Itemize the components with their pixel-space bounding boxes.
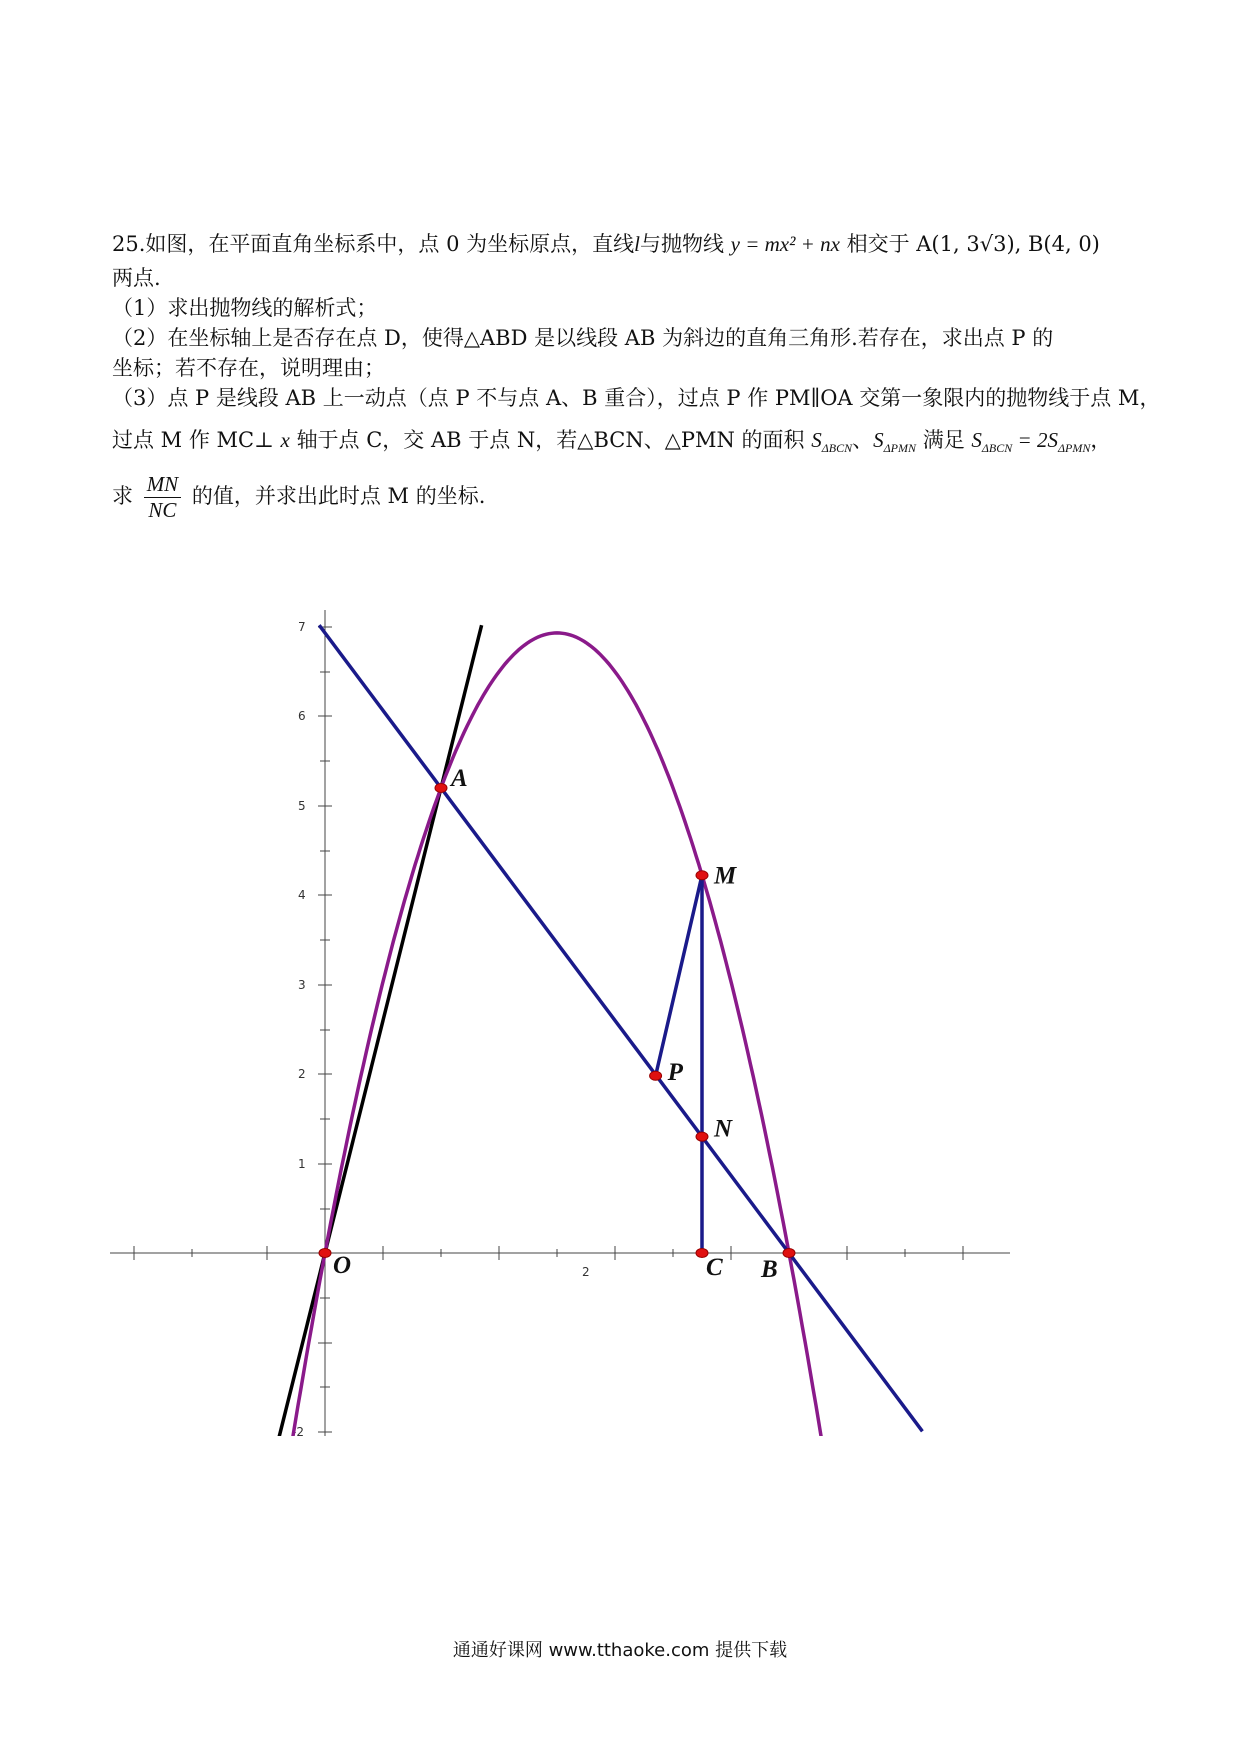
point-a-label: A <box>451 764 468 792</box>
point-b-label: B <box>761 1256 778 1283</box>
q3-ask: 求 <box>112 484 133 508</box>
point-o-label: O <box>333 1252 352 1279</box>
y-tick-labels <box>292 620 306 1439</box>
x-tick-label-2: 2 <box>582 1265 590 1279</box>
line-ab <box>319 625 922 1431</box>
q3-text-b: 轴于点 C，交 AB 于点 N，若△BCN、△PMN 的面积 <box>296 428 805 452</box>
satisfy-text: 满足 <box>922 428 965 452</box>
point-a-marker <box>435 783 447 792</box>
fraction-mn-nc: $\frac{MN}{NC}$ <box>144 472 182 523</box>
q3-text-a: 过点 M 作 MC⊥ <box>112 428 274 452</box>
point-m-label: M <box>714 862 737 890</box>
y-tick-neg2: -2 <box>292 1425 304 1439</box>
intro-text: 25.如图，在平面直角坐标系中，点 0 为坐标原点，直线 <box>112 232 635 256</box>
question-3-line-2 <box>112 424 1111 456</box>
question-3-line-3 <box>112 472 485 523</box>
x-variable: x <box>280 428 290 452</box>
question-2-line-2: 坐标；若不存在，说明理由； <box>112 356 385 380</box>
points-layer <box>319 765 795 1283</box>
question-3-line-1: （3）点 P 是线段 AB 上一动点（点 P 不与点 A、B 重合），过点 P 作 PM∥OA 交第一象限内的抛物线于点 M， <box>112 386 1161 410</box>
parabola-equation: y = mx² + nx <box>730 232 840 256</box>
footer-text: 通通好课网 www.tthaoke.com 提供下载 <box>452 1640 788 1661</box>
segment-pm <box>656 875 702 1075</box>
area-pmn: $S_{\Delta PMN}$ <box>873 428 917 456</box>
problem-line-1 <box>112 228 1100 258</box>
y-tick-6: 6 <box>298 709 306 723</box>
line-oa <box>279 625 482 1439</box>
comma: ， <box>1090 428 1112 452</box>
y-tick-2: 2 <box>298 1067 306 1081</box>
y-tick-4: 4 <box>298 888 306 902</box>
y-tick-7: 7 <box>298 620 306 634</box>
intersection-points: 相交于 A(1, 3√3), B(4, 0) <box>846 232 1100 256</box>
coordinate-figure <box>100 600 1020 1460</box>
y-tick-3: 3 <box>298 978 306 992</box>
area-equation: $S_{\Delta BCN} = 2S_{\Delta PMN}$ <box>971 428 1091 456</box>
point-b-marker <box>783 1249 795 1258</box>
question-1: （1）求出抛物线的解析式； <box>112 296 378 320</box>
point-p-label: P <box>667 1058 683 1086</box>
problem-line-2: 两点. <box>112 266 161 290</box>
point-o-marker <box>319 1249 331 1258</box>
intro-text-b: 与抛物线 <box>639 232 724 256</box>
question-2-line-1: （2）在坐标轴上是否存在点 D，使得△ABD 是以线段 AB 为斜边的直角三角形.若存在，求出点 P 的 <box>112 326 1054 350</box>
point-p-marker <box>650 1071 662 1080</box>
line-variable: l <box>634 232 640 256</box>
y-tick-5: 5 <box>298 799 306 813</box>
separator: 、 <box>852 428 874 452</box>
point-n-label: N <box>714 1115 733 1143</box>
point-n-marker <box>696 1132 708 1141</box>
y-tick-1: 1 <box>298 1157 306 1171</box>
point-c-label: C <box>706 1254 723 1281</box>
point-m-marker <box>696 871 708 880</box>
q3-ask-b: 的值，并求出此时点 M 的坐标. <box>191 484 486 508</box>
area-bcn: $S_{\Delta BCN}$ <box>811 428 853 456</box>
parabola-curve <box>284 633 829 1460</box>
